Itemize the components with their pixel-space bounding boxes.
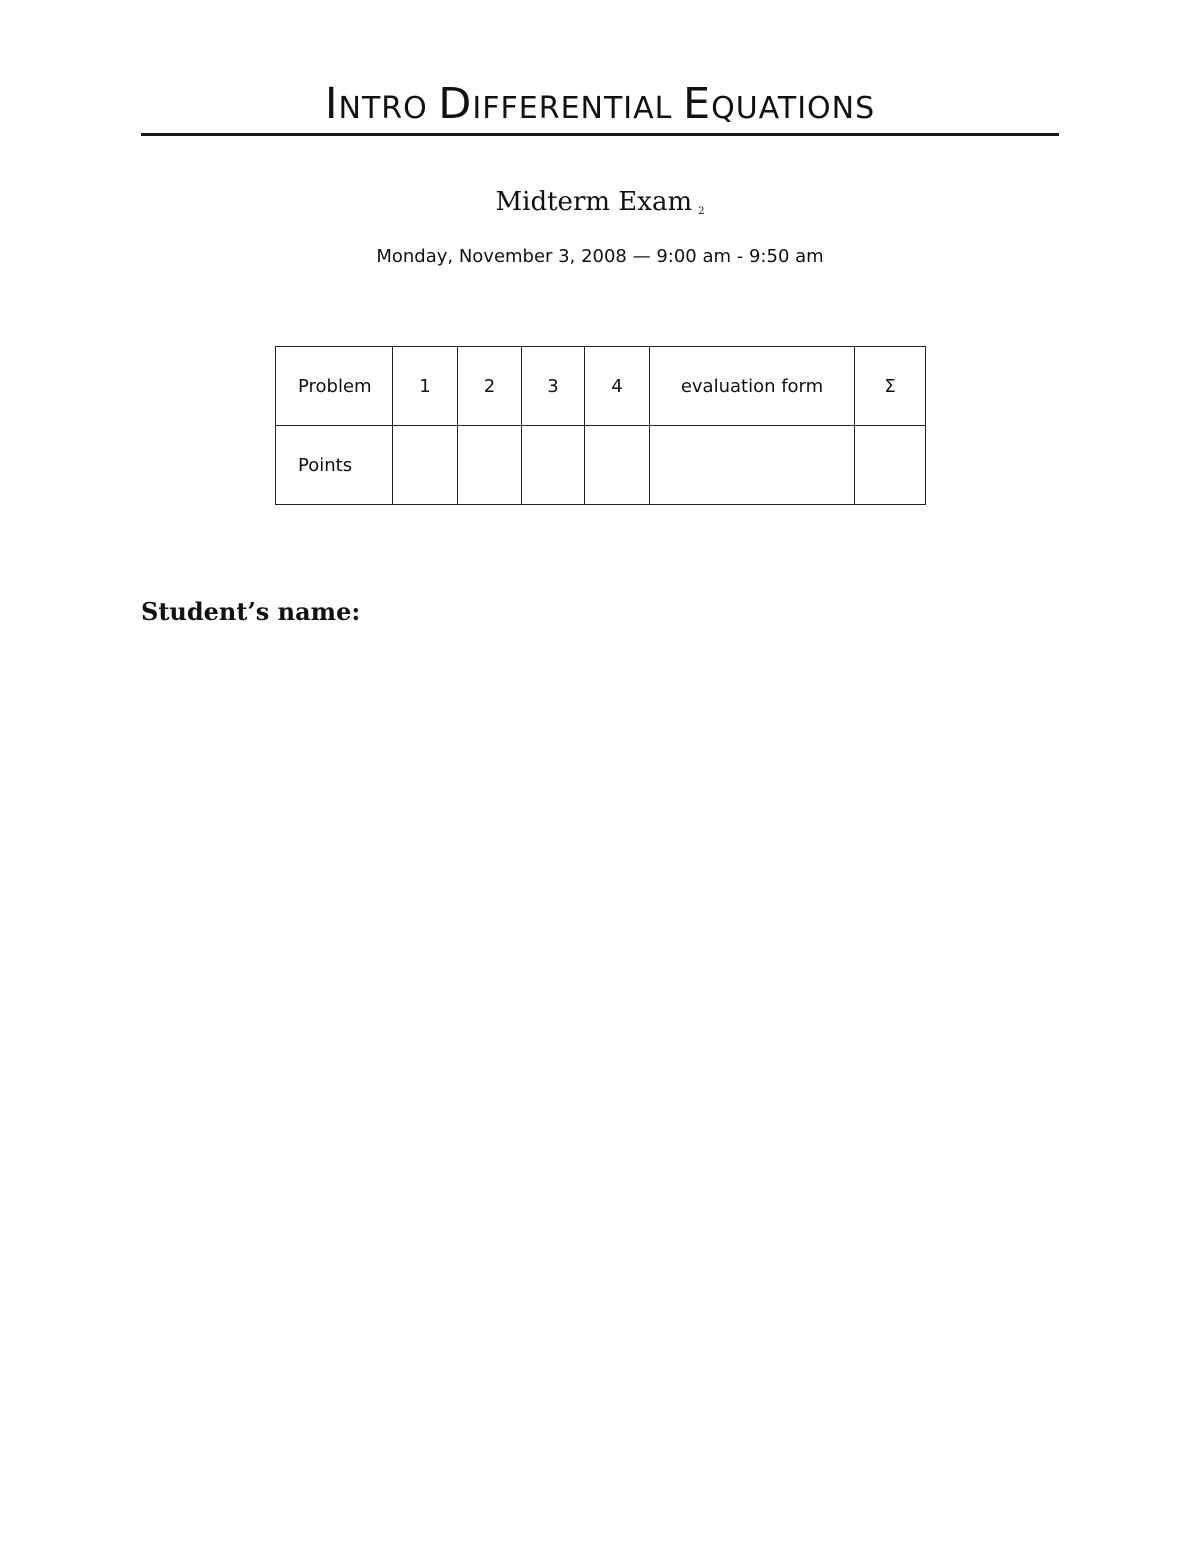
sum-points-cell [855, 426, 926, 505]
exam-date: Monday, November 3, 2008 — 9:00 am - 9:50 am [376, 246, 824, 267]
problem-3-header: 3 [522, 347, 585, 426]
problem-4-points-cell [585, 426, 650, 505]
problem-2-points-cell [458, 426, 522, 505]
problem-1-points-cell [393, 426, 458, 505]
exam-number: 2 [698, 206, 705, 217]
evaluation-form-header: evaluation form [650, 347, 855, 426]
course-title [0, 78, 1200, 135]
sum-header: Σ [855, 347, 926, 426]
problem-1-header: 1 [393, 347, 458, 426]
score-table [275, 346, 926, 505]
evaluation-form-points-cell [650, 426, 855, 505]
problem-2-header: 2 [458, 347, 522, 426]
problem-label: Problem [276, 347, 393, 426]
course-title-word-differential: DIFFERENTIAL [438, 79, 673, 129]
points-row [276, 426, 926, 505]
exam-title-text: Midterm Exam [495, 187, 693, 217]
points-label: Points [276, 426, 393, 505]
exam-title [0, 184, 1200, 230]
title-rule [141, 133, 1059, 136]
problem-row [276, 347, 926, 426]
course-title-word-intro: INTRO [324, 79, 428, 129]
student-name-label: Student’s name: [141, 597, 361, 626]
problem-4-header: 4 [585, 347, 650, 426]
problem-3-points-cell [522, 426, 585, 505]
course-title-word-equations: EQUATIONS [682, 79, 876, 129]
